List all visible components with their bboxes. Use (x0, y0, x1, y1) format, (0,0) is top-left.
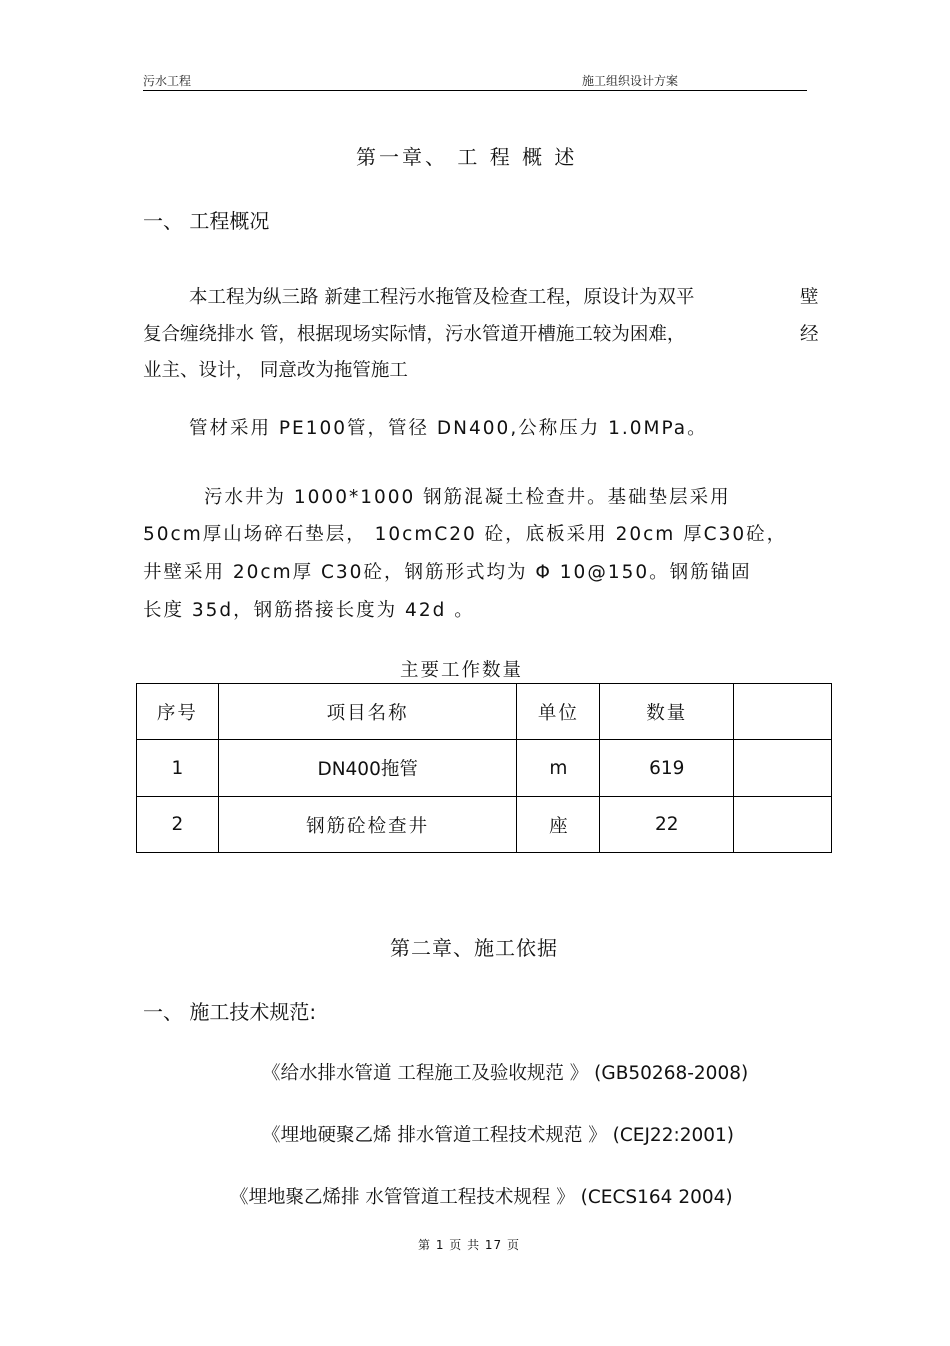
para1-line3: 业主、设计， 同意改为拖管施工 (143, 360, 408, 381)
chapter1-title: 第一章、 工 程 概 述 (356, 145, 578, 169)
work-quantity-table (136, 683, 832, 853)
table-cell (734, 797, 832, 853)
table-cell: 钢筋砼检查井 (218, 797, 517, 853)
table-cell: 座 (517, 797, 600, 853)
para3-line3: 井壁采用 20cm厚 C30砼，钢筋形式均为 Φ 10@150。钢筋锚固 (143, 562, 752, 583)
table-cell (734, 740, 832, 797)
chapter2-section1-heading: 一、 施工技术规范: (143, 1000, 317, 1024)
header-right: 施工组织设计方案 (582, 74, 679, 88)
para1-line1-tail: 壁 (800, 287, 819, 308)
table-header-row (137, 684, 832, 740)
table-cell: 2 (137, 797, 219, 853)
table-row (137, 740, 832, 797)
header-divider (143, 90, 807, 91)
para3-line2: 50cm厚山场碎石垫层， 10cmC20 砼，底板采用 20cm 厚C30砼， (143, 524, 788, 545)
para2: 管材采用 PE100管，管径 DN400,公称压力 1.0MPa。 (189, 418, 708, 439)
table-row (137, 797, 832, 853)
table-cell: 22 (600, 797, 734, 853)
table-header-cell: 单位 (517, 684, 600, 740)
page-footer: 第 1 页 共 17 页 (418, 1238, 520, 1252)
standard-item: 《埋地聚乙烯排 水管管道工程技术规程 》 (CECS164 2004) (230, 1187, 733, 1208)
para1-line1: 本工程为纵三路 新建工程污水拖管及检查工程，原设计为双平 (189, 287, 695, 308)
table-cell: 1 (137, 740, 219, 797)
table-cell: m (517, 740, 600, 797)
standard-item: 《给水排水管道 工程施工及验收规范 》 (GB50268-2008) (262, 1063, 749, 1084)
table-header-cell: 序号 (137, 684, 219, 740)
para1-line2-tail: 经 (800, 324, 819, 345)
table-header-cell (734, 684, 832, 740)
para3-line4: 长度 35d，钢筋搭接长度为 42d 。 (143, 600, 475, 621)
standard-item: 《埋地硬聚乙烯 排水管道工程技术规范 》 (CEJ22:2001) (262, 1125, 734, 1146)
table-caption: 主要工作数量 (400, 660, 524, 681)
table-cell: 619 (600, 740, 734, 797)
chapter2-title: 第二章、施工依据 (390, 936, 558, 960)
table-cell: DN400拖管 (218, 740, 517, 797)
table-header-cell: 数量 (600, 684, 734, 740)
header-left: 污水工程 (143, 74, 192, 88)
chapter1-section1-heading: 一、 工程概况 (143, 209, 270, 233)
para3-line1: 污水井为 1000*1000 钢筋混凝土检查井。基础垫层采用 (204, 487, 731, 508)
table-header-cell: 项目名称 (218, 684, 517, 740)
para1-line2: 复合缠绕排水 管，根据现场实际情，污水管道开槽施工较为困难， (143, 324, 686, 345)
